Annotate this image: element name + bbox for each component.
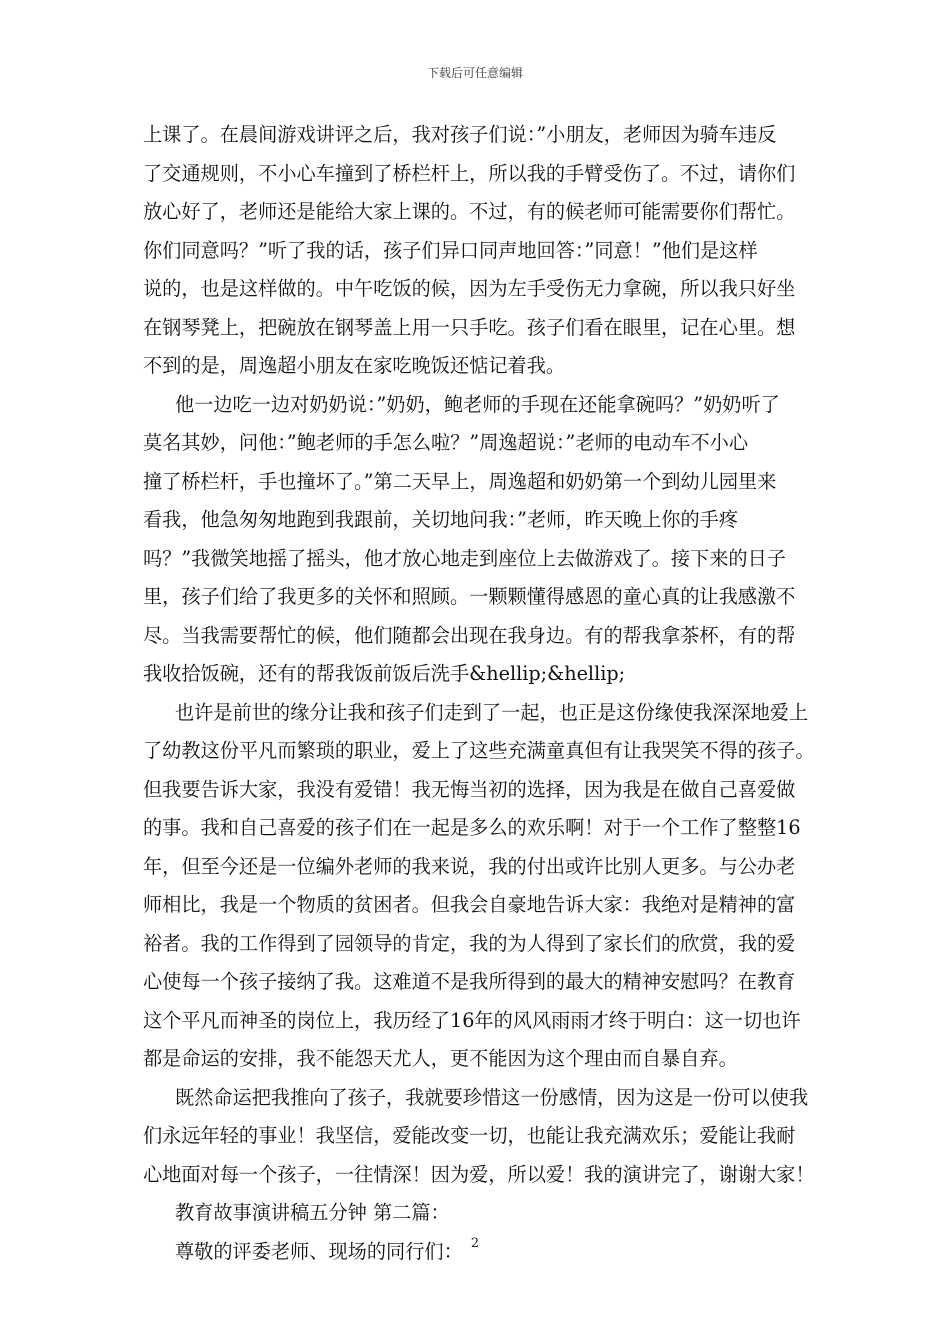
text-line: 心使每一个孩子接纳了我。这难道不是我所得到的最大的精神安慰吗？在教育 — [143, 970, 796, 993]
salutation-line: 尊敬的评委老师、现场的同行们： — [175, 1239, 463, 1263]
text-line: 裕者。我的工作得到了园领导的肯定，我的为人得到了家长们的欣赏，我的爱 — [143, 931, 796, 955]
text-line: 不到的是，周逸超小朋友在家吃晚饭还惦记着我。 — [143, 354, 566, 377]
section-heading: 教育故事演讲稿五分钟 第二篇： — [175, 1201, 450, 1224]
text-line: 们永远年轻的事业！我坚信，爱能改变一切，也能让我充满欢乐；爱能让我耐 — [143, 1124, 796, 1147]
body-text — [143, 116, 833, 1271]
text-line: 年，但至今还是一位编外老师的我来说，我的付出或许比别人更多。与公办老 — [143, 854, 796, 878]
text-line: 上课了。在晨间游戏讲评之后，我对孩子们说：”小朋友，老师因为骑车违反 — [143, 123, 777, 146]
text-line: 心地面对每一个孩子，一往情深！因为爱，所以爱！我的演讲完了，谢谢大家！ — [143, 1162, 815, 1186]
header-note: 下载后可任意编辑 — [426, 66, 523, 80]
page-number: 2 — [470, 1236, 480, 1251]
paragraph-start-line: 既然命运把我推向了孩子，我就要珍惜这一份感情，因为这是一份可以使我 — [175, 1085, 809, 1109]
paragraph-start-line: 他一边吃一边对奶奶说：”奶奶，鲍老师的手现在还能拿碗吗？”奶奶听了 — [175, 392, 780, 416]
text-line: 尽。当我需要帮忙的候，他们随都会出现在我身边。有的帮我拿茶杯，有的帮 — [143, 623, 796, 647]
text-line: 在钢琴凳上，把碗放在钢琴盖上用一只手吃。孩子们看在眼里，记在心里。想 — [143, 315, 796, 339]
text-line: 看我，他急匆匆地跑到我跟前，关切地问我：”老师，昨天晚上你的手疼 — [143, 508, 739, 531]
text-line: 放心好了，老师还是能给大家上课的。不过，有的候老师可能需要你们帮忙。 — [143, 200, 796, 223]
text-line: 莫名其妙，问他：”鲍老师的手怎么啦？”周逸超说：”老师的电动车不小心 — [143, 431, 749, 454]
text-line: 撞了桥栏杆，手也撞坏了。”第二天早上，周逸超和奶奶第一个到幼儿园里来 — [143, 469, 777, 493]
text-line: 你们同意吗？”听了我的话，孩子们异口同声地回答：”同意！”他们是这样 — [143, 238, 758, 262]
text-line: 这个平凡而神圣的岗位上，我历经了16年的风风雨雨才终于明白：这一切也许 — [143, 1008, 801, 1032]
text-line: 我收拾饭碗，还有的帮我饭前饭后洗手&hellip;&hellip; — [143, 662, 626, 685]
text-line: 但我要告诉大家，我没有爱错！我无悔当初的选择，因为我是在做自己喜爱做 — [143, 777, 796, 801]
text-line: 都是命运的安排，我不能怨天尤人，更不能因为这个理由而自暴自弃。 — [143, 1047, 738, 1070]
text-line: 了交通规则，不小心车撞到了桥栏杆上，所以我的手臂受伤了。不过，请你们 — [143, 161, 796, 185]
text-line: 说的，也是这样做的。中午吃饭的候，因为左手受伤无力拿碗，所以我只好坐 — [143, 277, 796, 300]
text-line: 师相比，我是一个物质的贫困者。但我会自豪地告诉大家：我绝对是精神的富 — [143, 893, 796, 916]
paragraph-start-line: 也许是前世的缘分让我和孩子们走到了一起，也正是这份缘使我深深地爱上 — [175, 700, 809, 724]
text-line: 的事。我和自己喜爱的孩子们在一起是多么的欢乐啊！对于一个工作了整整16 — [143, 816, 801, 839]
text-line: 吗？”我微笑地摇了摇头，他才放心地走到座位上去做游戏了。接下来的日子 — [143, 546, 786, 570]
text-line: 了幼教这份平凡而繁琐的职业，爱上了这些充满童真但有让我哭笑不得的孩子。 — [143, 739, 815, 762]
text-line: 里，孩子们给了我更多的关怀和照顾。一颗颗懂得感恩的童心真的让我感激不 — [143, 585, 796, 608]
